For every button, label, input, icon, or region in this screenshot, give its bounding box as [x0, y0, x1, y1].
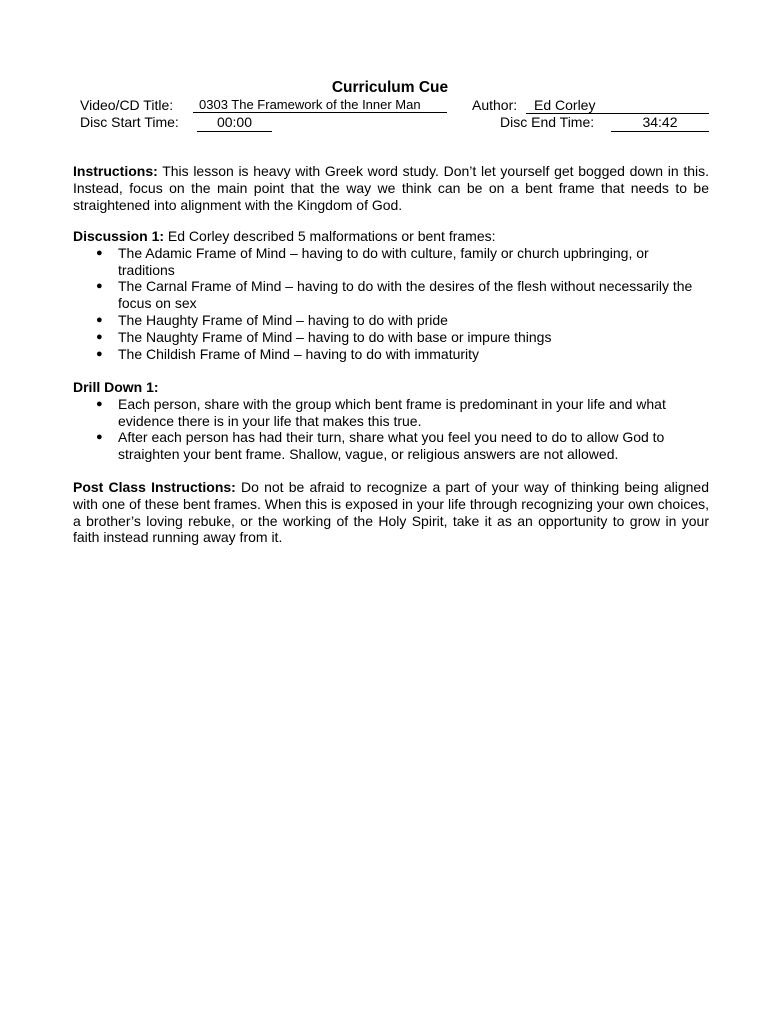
disc-end-label: Disc End Time:	[500, 114, 595, 130]
video-title-value: 0303 The Framework of the Inner Man	[199, 97, 421, 112]
list-item: ● The Naughty Frame of Mind – having to do with base or impure things	[96, 328, 552, 345]
bullet-icon: ●	[96, 431, 103, 444]
discussion-paragraph	[73, 228, 709, 245]
instructions-section	[73, 163, 709, 213]
list-item: ● Each person, share with the group which bent frame is predominant in your life and what evidence there is in your life that makes this true.	[96, 395, 666, 429]
instructions-paragraph	[73, 163, 709, 213]
video-title-label: Video/CD Title:	[80, 97, 174, 113]
instructions-label: Instructions:	[73, 163, 158, 179]
list-item: ● The Childish Frame of Mind – having to do with immaturity	[96, 345, 480, 362]
disc-start-field	[197, 114, 272, 132]
bullet-icon: ●	[96, 246, 103, 259]
post-class-text: Do not be afraid to recognize a part of your way of thinking being aligned with one of these bent frames. When this is exposed in your life through recognizing your own choices, a brother’s loving rebuke, or the working of the Holy Spirit, take it as an opportunity to grow in your faith instead running away from it.	[73, 479, 709, 546]
discussion-section	[73, 228, 709, 362]
bullet-icon: ●	[96, 347, 103, 360]
discussion-list	[73, 245, 709, 363]
video-title-field	[193, 96, 447, 113]
disc-end-value: 34:42	[642, 114, 678, 130]
disc-start-label: Disc Start Time:	[80, 114, 179, 130]
author-field	[526, 97, 709, 114]
drill-down-list	[73, 396, 709, 463]
disc-start-value: 00:00	[216, 114, 253, 130]
discussion-text: Ed Corley described 5 malformations or bent frames:	[164, 228, 496, 244]
post-class-section	[73, 479, 709, 546]
post-class-label: Post Class Instructions:	[73, 479, 236, 495]
list-item: ● The Carnal Frame of Mind – having to do with the desires of the flesh without necessarily the focus on sex	[96, 278, 693, 312]
drill-down-section	[73, 379, 709, 463]
post-class-paragraph	[73, 479, 709, 546]
disc-end-field	[611, 114, 709, 132]
drill-down-heading	[73, 379, 709, 396]
list-item: ● After each person has had their turn, share what you feel you need to do to allow God to straighten your bent frame. Shallow, vague, or religious answers are not allowed.	[96, 429, 665, 463]
list-item: ● The Haughty Frame of Mind – having to do with pride	[96, 311, 448, 328]
bullet-icon: ●	[96, 280, 103, 293]
bullet-icon: ●	[96, 397, 103, 410]
bullet-icon: ●	[96, 313, 103, 326]
author-label: Author:	[472, 97, 518, 113]
document-title: Curriculum Cue	[331, 79, 449, 96]
discussion-label: Discussion 1:	[73, 228, 165, 244]
bullet-icon: ●	[96, 330, 103, 343]
drill-down-label: Drill Down 1:	[73, 379, 159, 395]
instructions-text: This lesson is heavy with Greek word study. Don’t let yourself get bogged down in this. Instead, focus on the main point that the way we think can be on a bent frame that needs to be straightened into alignment with the Kingdom of God.	[73, 163, 709, 213]
author-value: Ed Corley	[534, 97, 596, 113]
list-item: ● The Adamic Frame of Mind – having to do with culture, family or church upbringing, or traditions	[96, 244, 649, 278]
